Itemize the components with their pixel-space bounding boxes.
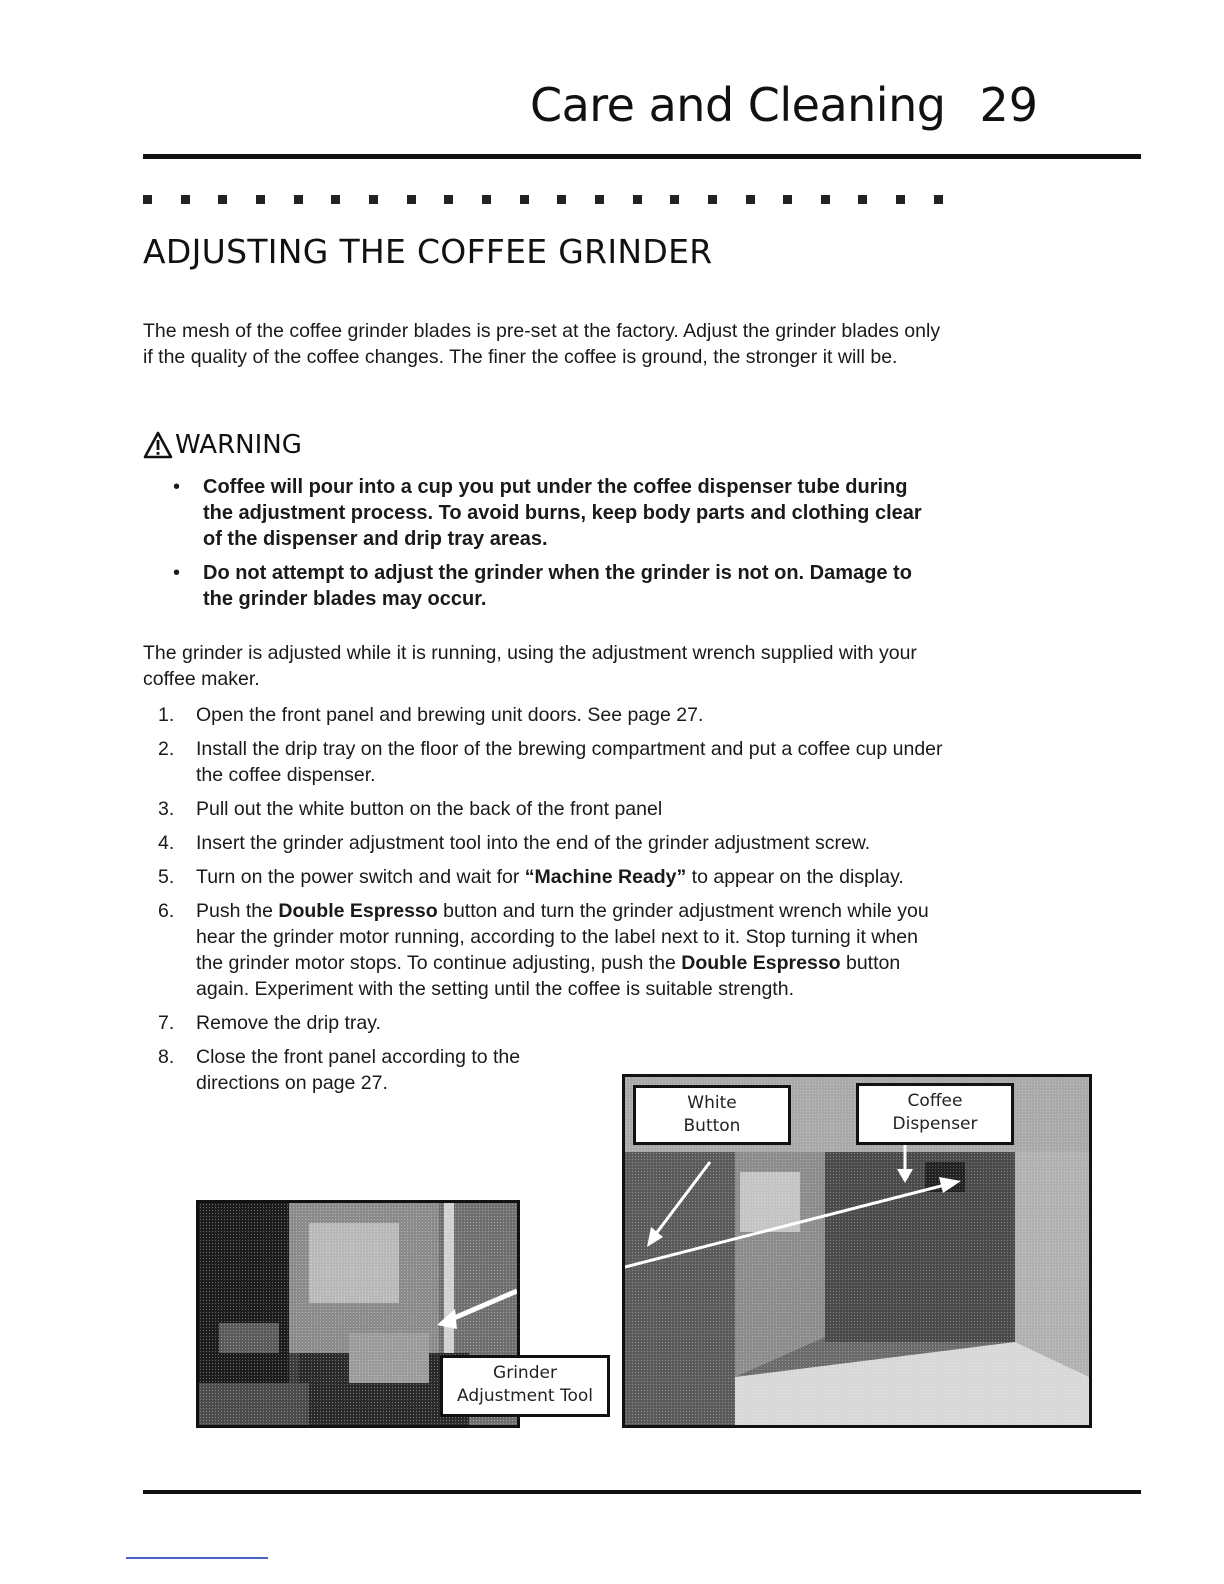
warning-heading bbox=[143, 430, 302, 460]
step-text: Install the drip tray on the floor of the brewing compartment and put a coffee cup under the coffee dispenser. bbox=[196, 738, 943, 786]
double-espresso-label: Double Espresso bbox=[681, 952, 841, 974]
list-item bbox=[158, 1010, 948, 1036]
square-bullet-icon bbox=[181, 195, 190, 204]
square-bullet-icon bbox=[783, 195, 792, 204]
square-bullet-icon bbox=[143, 195, 152, 204]
machine-ready-label: “Machine Ready” bbox=[524, 866, 687, 888]
step-number: 8. bbox=[158, 1046, 175, 1068]
footer-rule bbox=[143, 1490, 1141, 1494]
square-bullet-icon bbox=[934, 195, 943, 204]
square-bullet-icon bbox=[633, 195, 642, 204]
square-bullet-icon bbox=[708, 195, 717, 204]
callout-line: Dispenser bbox=[892, 1114, 978, 1134]
step-number: 7. bbox=[158, 1012, 175, 1034]
chapter-title: Care and Cleaning bbox=[529, 78, 946, 132]
footer-mark bbox=[126, 1557, 268, 1559]
list-item bbox=[158, 796, 948, 822]
step-number: 4. bbox=[158, 832, 175, 854]
square-bullet-icon bbox=[482, 195, 491, 204]
callout-coffee-dispenser bbox=[856, 1083, 1014, 1145]
square-bullet-icon bbox=[670, 195, 679, 204]
square-bullet-icon bbox=[331, 195, 340, 204]
square-bullet-icon bbox=[595, 195, 604, 204]
square-bullet-icon bbox=[218, 195, 227, 204]
page-header bbox=[530, 78, 1038, 148]
square-bullet-icon bbox=[294, 195, 303, 204]
step-text bbox=[196, 898, 948, 1002]
square-bullet-icon bbox=[557, 195, 566, 204]
step-number: 2. bbox=[158, 738, 175, 760]
step-text-part: to appear on the display. bbox=[686, 866, 904, 888]
callout-line: Button bbox=[683, 1116, 741, 1136]
square-bullet-icon bbox=[444, 195, 453, 204]
step-text-part: button again. Experiment with the setting until the coffee is suitable strength. bbox=[196, 952, 901, 1000]
page-number: 29 bbox=[979, 78, 1038, 132]
warning-label: WARNING bbox=[175, 430, 302, 460]
step-text-part: Turn on the power switch and wait for bbox=[196, 866, 525, 888]
list-item bbox=[158, 898, 948, 1002]
step-text-part: button and turn the grinder adjustment wrench while you hear the grinder motor running, according to the label next to it. Stop turning it when the grinder motor stops. To continue adjusting, push the bbox=[196, 900, 929, 974]
step-text: Remove the drip tray. bbox=[196, 1012, 381, 1034]
square-bullet-icon bbox=[256, 195, 265, 204]
square-bullet-icon bbox=[520, 195, 529, 204]
section-title: ADJUSTING THE COFFEE GRINDER bbox=[143, 232, 713, 271]
callout-line: White bbox=[687, 1093, 737, 1113]
step-text: Open the front panel and brewing unit doors. See page 27. bbox=[196, 704, 704, 726]
warning-item: • Coffee will pour into a cup you put under the coffee dispenser tube during the adjustment process. To avoid burns, keep body parts and clothing clear of the dispenser and drip tray areas. bbox=[203, 474, 943, 552]
callout-white-button bbox=[633, 1085, 791, 1145]
square-bullet-icon bbox=[896, 195, 905, 204]
square-bullet-icon bbox=[746, 195, 755, 204]
list-item bbox=[158, 702, 948, 728]
step-text: Close the front panel according to the directions on page 27. bbox=[196, 1046, 521, 1094]
square-bullet-icon bbox=[821, 195, 830, 204]
list-item bbox=[158, 864, 948, 890]
list-item bbox=[158, 736, 948, 788]
step-text-part: Push the bbox=[196, 900, 279, 922]
callout-line: Grinder bbox=[493, 1363, 557, 1383]
warning-list bbox=[203, 474, 943, 620]
square-bullet-icon bbox=[369, 195, 378, 204]
callout-grinder-adjustment-tool bbox=[440, 1355, 610, 1417]
step-number: 6. bbox=[158, 900, 175, 922]
header-rule bbox=[143, 154, 1141, 159]
square-bullet-icon bbox=[858, 195, 867, 204]
step-number: 3. bbox=[158, 798, 175, 820]
list-item bbox=[158, 830, 948, 856]
double-espresso-label: Double Espresso bbox=[278, 900, 438, 922]
steps-list bbox=[158, 702, 948, 1104]
step-text: Pull out the white button on the back of the front panel bbox=[196, 798, 663, 820]
step-text: Insert the grinder adjustment tool into the end of the grinder adjustment screw. bbox=[196, 832, 871, 854]
section-dots-divider bbox=[143, 195, 943, 204]
step-number: 1. bbox=[158, 704, 175, 726]
warning-triangle-icon bbox=[143, 431, 173, 459]
warning-item: • Do not attempt to adjust the grinder when the grinder is not on. Damage to the grinder blades may occur. bbox=[203, 560, 943, 612]
intro-paragraph: The mesh of the coffee grinder blades is pre-set at the factory. Adjust the grinder blades only if the quality of the coffee changes. The finer the coffee is ground, the stronger it will be. bbox=[143, 320, 941, 368]
square-bullet-icon bbox=[407, 195, 416, 204]
step-number: 5. bbox=[158, 866, 175, 888]
callout-line: Coffee bbox=[907, 1091, 963, 1111]
step-text bbox=[196, 864, 948, 890]
callout-line: Adjustment Tool bbox=[456, 1386, 594, 1406]
method-paragraph: The grinder is adjusted while it is running, using the adjustment wrench supplied with your coffee maker. bbox=[143, 642, 917, 690]
